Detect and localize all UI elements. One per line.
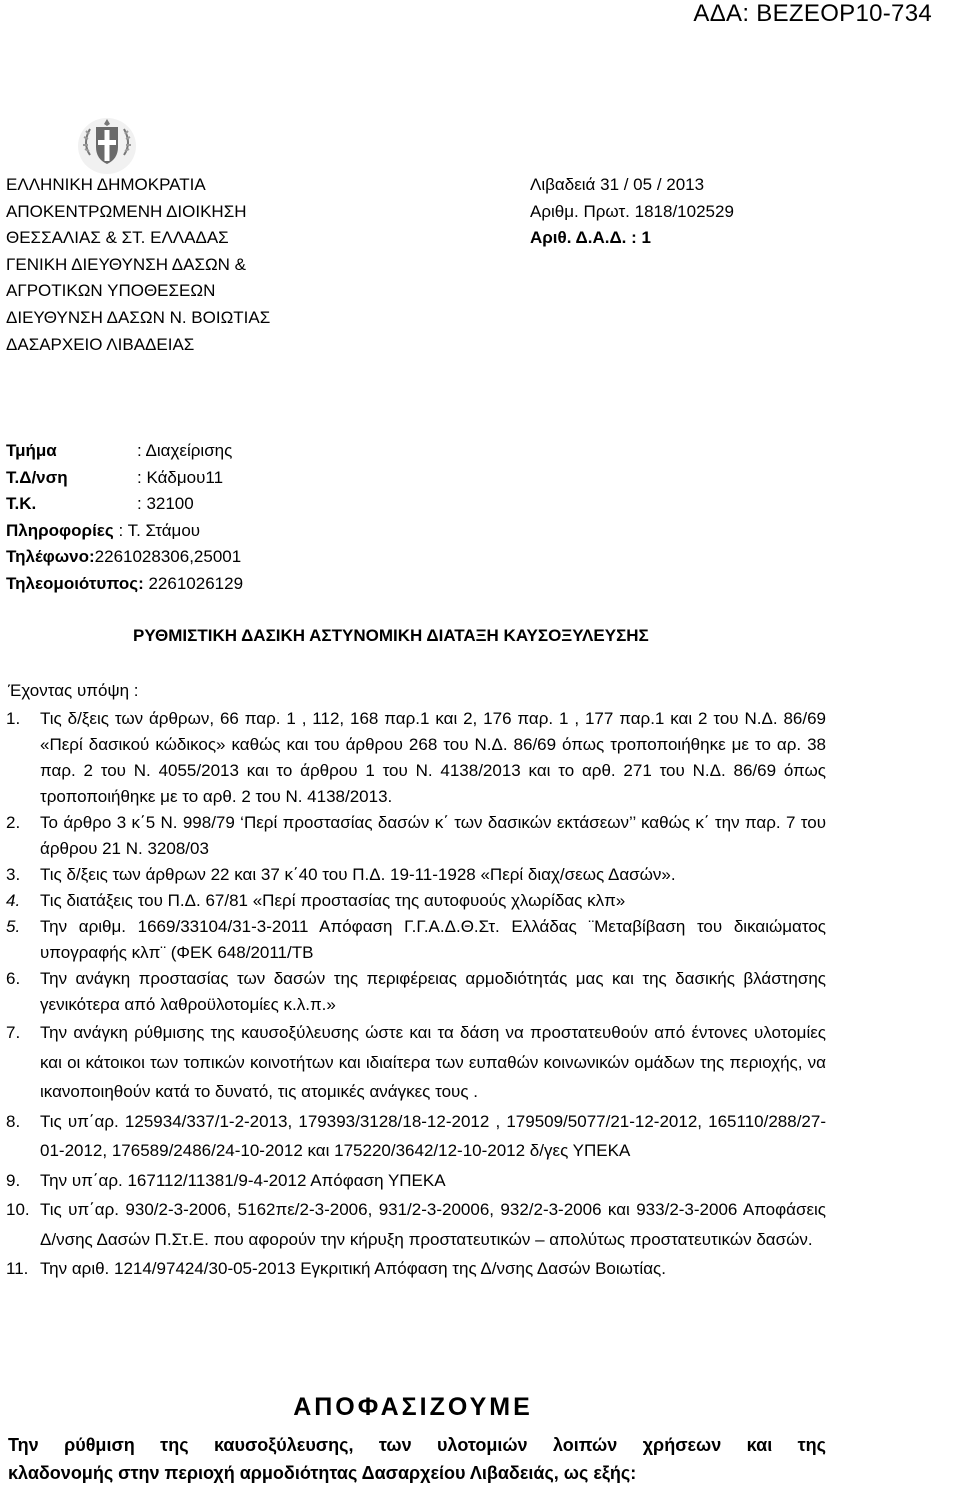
- list-item-number: 10.: [6, 1200, 30, 1219]
- decision-statement-line-1: Την ρύθμιση της καυσοξύλευσης, των υλοτομιών λοιπών χρήσεων και της: [8, 1435, 826, 1455]
- list-item: [0, 1166, 826, 1196]
- decision-statement: [8, 1432, 826, 1487]
- postcode-value: : 32100: [137, 494, 194, 514]
- list-item-text: Την αριθμ. 1669/33104/31-3-2011 Απόφαση Γ.Γ.Α.Δ.Θ.Στ. Ελλάδας ¨Μεταβίβαση του δικαιώματος υπογραφής κλπ¨ (ΦΕΚ 648/2011/ΤΒ: [40, 917, 826, 962]
- list-item-number: 1.: [6, 709, 21, 728]
- postcode-label: Τ.Κ.: [6, 494, 37, 514]
- list-item-number: 8.: [6, 1111, 21, 1131]
- contact-label: Πληροφορίες: [6, 520, 114, 540]
- department-value: : Διαχείρισης: [137, 441, 233, 460]
- address-label: Τ.Δ/νση: [6, 467, 68, 487]
- fax-value: 2261026129: [143, 573, 244, 593]
- contact-value: : Τ. Στάμου: [113, 520, 201, 540]
- info-row-postcode: [6, 491, 243, 518]
- authority-line-7: ΔΑΣΑΡΧΕΙΟ ΛΙΒΑΔΕΙΑΣ: [6, 334, 195, 354]
- list-item-text: Την ανάγκη ρύθμισης της καυσοξύλευσης ώστε και τα δάση να προστατευθούν από έντονες υλοτομίες και οι κάτοικοι των τοπικών κοινοτήτων και ιδιαίτερα των ευπαθών κοινωνικών ομάδων της περιοχής, να ικανοποιηθούν κατά το δυνατό, τις ατομικές ανάγκες τους .: [40, 1023, 826, 1101]
- info-row-phone: [6, 544, 243, 571]
- list-item-number: 2.: [6, 813, 21, 832]
- info-row-fax: [6, 571, 243, 598]
- list-item-text: Τις δ/ξεις των άρθρων 22 και 37 κ΄40 του Π.Δ. 19-11-1928 «Περί διαχ/σεως Δασών».: [40, 865, 676, 884]
- decision-statement-line-2: κλαδονομής στην περιοχή αρμοδιότητας Δασαρχείου Λιβαδειάς, ως εξής:: [8, 1462, 637, 1483]
- authority-line-6: ΔΙΕΥΘΥΝΣΗ ΔΑΣΩΝ Ν. ΒΟΙΩΤΙΑΣ: [6, 307, 271, 327]
- list-item: [0, 888, 826, 914]
- authority-line-1: ΕΛΛΗΝΙΚΗ ΔΗΜΟΚΡΑΤΙΑ: [6, 175, 206, 194]
- list-item: [0, 862, 826, 888]
- list-item-number: 11.: [6, 1259, 29, 1278]
- list-item-text: Το άρθρο 3 κ΄5 Ν. 998/79 ‘Περί προστασίας δασών κ΄ των δασικών εκτάσεων’’ καθώς κ΄ την παρ. 7 του άρθρου 21 Ν. 3208/03: [40, 813, 826, 858]
- list-item-number: 9.: [6, 1170, 21, 1190]
- authority-line-5: ΑΓΡΟΤΙΚΩΝ ΥΠΟΘΕΣΕΩΝ: [6, 281, 216, 301]
- list-item: [0, 914, 826, 966]
- list-item: [0, 706, 826, 810]
- list-item: [0, 1254, 826, 1284]
- list-item: [0, 1018, 826, 1107]
- list-item-number: 5.: [6, 917, 21, 936]
- decision-heading: ΑΠΟΦΑΣΙΖΟΥΜΕ: [293, 1393, 533, 1421]
- list-item-text: Την αριθ. 1214/97424/30-05-2013 Εγκριτική Απόφαση της Δ/νσης Δασών Βοιωτίας.: [40, 1259, 666, 1278]
- protocol-number: Αριθμ. Πρωτ. 1818/102529: [530, 201, 734, 221]
- authority-line-2: ΑΠΟΚΕΝΤΡΩΜΕΝΗ ΔΙΟΙΚΗΣΗ: [6, 201, 247, 221]
- info-row-contact: [6, 518, 243, 545]
- list-item: [0, 966, 826, 1018]
- list-item: [0, 1195, 826, 1254]
- contact-info-block: [6, 438, 243, 598]
- considering-intro: Έχοντας υπόψη :: [8, 681, 139, 700]
- info-row-department: [6, 438, 243, 465]
- list-item-number: 4.: [6, 891, 21, 910]
- considerations-list: [0, 706, 826, 1284]
- info-row-address: [6, 465, 243, 492]
- address-value: : Κάδμου11: [137, 467, 224, 487]
- phone-label: Τηλέφωνο:: [6, 547, 95, 567]
- issuing-authority-block: [6, 172, 270, 358]
- authority-line-4: ΓΕΝΙΚΗ ΔΙΕΥΘΥΝΣΗ ΔΑΣΩΝ &: [6, 254, 247, 274]
- list-item: [0, 1107, 826, 1166]
- fax-label: Τηλεομοιότυπος:: [6, 573, 144, 593]
- list-item: [0, 810, 826, 862]
- dad-number: Αριθ. Δ.Α.Δ. : 1: [530, 228, 651, 248]
- regulation-title: ΡΥΘΜΙΣΤΙΚΗ ΔΑΣΙΚΗ ΑΣΤΥΝΟΜΙΚΗ ΔΙΑΤΑΞΗ ΚΑΥΣΟΞΥΛΕΥΣΗΣ: [133, 626, 649, 645]
- list-item-number: 6.: [6, 969, 21, 988]
- authority-line-3: ΘΕΣΣΑΛΙΑΣ & ΣΤ. ΕΛΛΑΔΑΣ: [6, 228, 229, 248]
- list-item-text: Τις δ/ξεις των άρθρων, 66 παρ. 1 , 112, 168 παρ.1 και 2, 176 παρ. 1 , 177 παρ.1 και 2 του Ν.Δ. 86/69 «Περί δασικού κώδικος» καθώς και του άρθρου 268 του Ν.Δ. 86/69 όπως τροποποιήθηκε με το αρ. 38 παρ. 2 του Ν. 4055/2013 και το άρθρου 1 του Ν. 4138/2013 και το αρθ. 271 του Ν.Δ. 86/69 όπως τροποποιήθηκε με το αρθ. 2 του Ν. 4138/2013.: [40, 709, 826, 806]
- list-item-number: 7.: [6, 1023, 21, 1042]
- document-reference-block: [530, 172, 734, 252]
- list-item-text: Τις διατάξεις του Π.Δ. 67/81 «Περί προστασίας της αυτοφυούς χλωρίδας κλπ»: [40, 891, 626, 910]
- department-label: Τμήμα: [6, 441, 57, 460]
- ada-code: ΑΔΑ: ΒΕΖΕΟΡ10-734: [693, 0, 932, 27]
- place-date: Λιβαδειά 31 / 05 / 2013: [530, 175, 705, 194]
- list-item-text: Τις υπ΄αρ. 125934/337/1-2-2013, 179393/3128/18-12-2012 , 179509/5077/21-12-2012, 165110/288/27-01-2012, 176589/2486/24-10-2012 και 175220/3642/12-10-2012 δ/γες ΥΠΕΚΑ: [40, 1111, 826, 1160]
- greek-coat-of-arms-emblem: [76, 113, 138, 175]
- phone-value: 2261028306,25001: [94, 547, 242, 567]
- list-item-text: Την ανάγκη προστασίας των δασών της περιφέρειας αρμοδιότητάς μας και της δασικής βλάστησης γενικότερα από λαθροϋλοτομίες κ.λ.π.»: [40, 969, 826, 1014]
- list-item-text: Την υπ΄αρ. 167112/11381/9-4-2012 Απόφαση ΥΠΕΚΑ: [40, 1170, 446, 1190]
- list-item-number: 3.: [6, 865, 21, 884]
- list-item-text: Τις υπ΄αρ. 930/2-3-2006, 5162πε/2-3-2006, 931/2-3-20006, 932/2-3-2006 και 933/2-3-2006 Αποφάσεις Δ/νσης Δασών Π.Στ.Ε. που αφορούν την κήρυξη προστατευτικών – απολύτως προστατευτικών δασών.: [40, 1200, 826, 1249]
